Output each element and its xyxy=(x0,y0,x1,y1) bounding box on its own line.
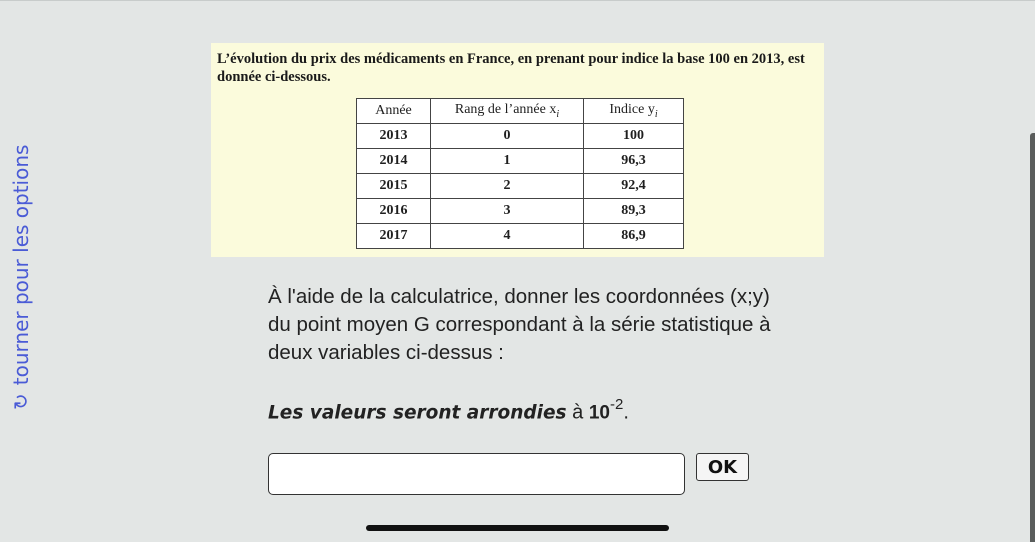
rounding-mid: à xyxy=(566,401,589,424)
rounding-end: . xyxy=(623,401,629,424)
ok-button[interactable]: OK xyxy=(696,453,749,481)
rounding-exponent: -2 xyxy=(609,396,624,413)
table-cell: 0 xyxy=(431,124,584,149)
table-cell: 2016 xyxy=(357,199,431,224)
table-cell: 2014 xyxy=(357,149,431,174)
table-row xyxy=(357,174,684,199)
figure-intro-text: L’évolution du prix des médicaments en France, en prenant pour indice la base 100 en 2013, est donnée ci-dessous. xyxy=(217,51,805,85)
table-cell: 2015 xyxy=(357,174,431,199)
table-cell: 2013 xyxy=(357,124,431,149)
rotate-icon: ↻ xyxy=(9,393,33,410)
table-cell: 2017 xyxy=(357,224,431,249)
table-row xyxy=(357,224,684,249)
table-header-row xyxy=(357,99,684,124)
home-indicator[interactable] xyxy=(366,525,669,531)
table-row xyxy=(357,149,684,174)
table-cell: 2 xyxy=(431,174,584,199)
scrollbar[interactable] xyxy=(1030,133,1035,542)
table-cell: 100 xyxy=(584,124,684,149)
table-cell: 3 xyxy=(431,199,584,224)
answer-input[interactable] xyxy=(268,453,685,495)
question-text: À l'aide de la calculatrice, donner les coordonnées (x;y) du point moyen G correspondant à la série statistique à deux variables ci-dessus : xyxy=(268,285,771,364)
exercise-figure xyxy=(211,43,824,257)
table-header-year: Année xyxy=(357,99,431,124)
rotate-options-label: tourner pour les options xyxy=(9,144,33,386)
rounding-base: 10 xyxy=(588,402,610,424)
rounding-instruction xyxy=(268,398,629,425)
table-header-rank: Rang de l’année $x_i$ xyxy=(431,99,584,124)
table-cell: 92,4 xyxy=(584,174,684,199)
top-divider xyxy=(0,0,1035,1)
rounding-emphasis: Les valeurs seront arrondies xyxy=(268,402,567,424)
table-cell: 1 xyxy=(431,149,584,174)
table-row xyxy=(357,199,684,224)
table-header-index: Indice $y_i$ xyxy=(584,99,684,124)
data-table xyxy=(356,98,684,249)
table-cell: 86,9 xyxy=(584,224,684,249)
table-cell: 4 xyxy=(431,224,584,249)
table-row xyxy=(357,124,684,149)
table-cell: 89,3 xyxy=(584,199,684,224)
table-cell: 96,3 xyxy=(584,149,684,174)
rotate-options-button[interactable] xyxy=(6,144,36,410)
